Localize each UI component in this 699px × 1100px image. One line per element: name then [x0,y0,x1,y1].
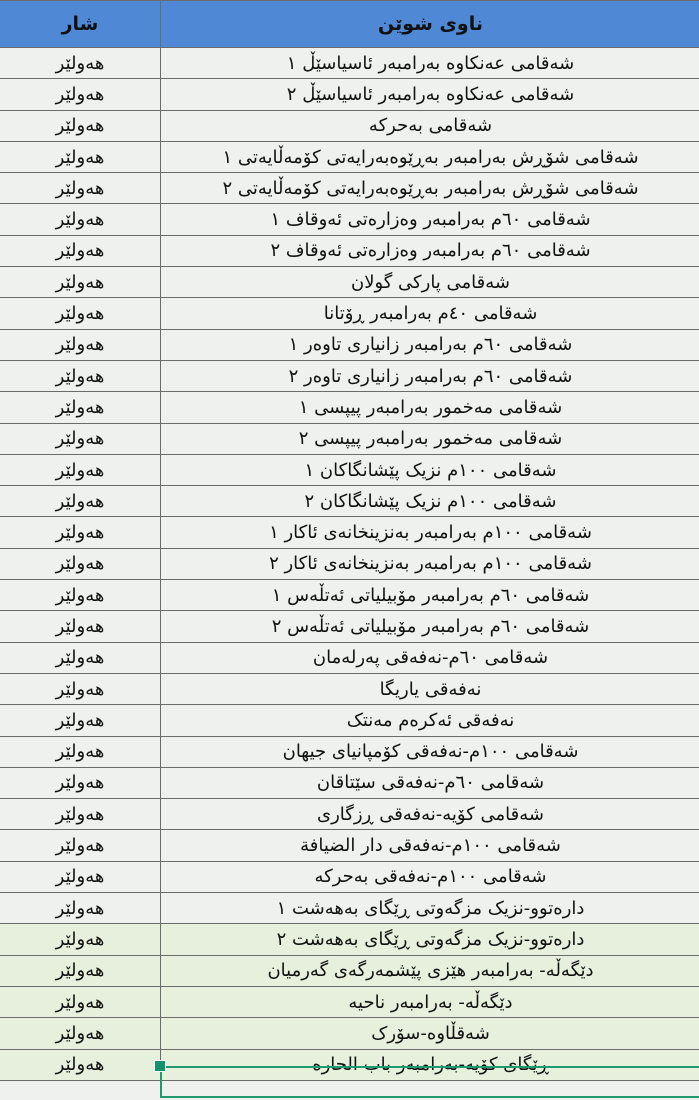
table-row [0,924,699,955]
place-cell[interactable]: نەفەقی ئەکرەم مەنتک [161,705,699,736]
table-row [0,235,699,266]
city-cell[interactable]: هەولێر [0,986,161,1017]
table-row [0,611,699,642]
place-cell[interactable]: شەقامی ٦٠م-نەفەقی پەرلەمان [161,642,699,673]
city-cell[interactable]: هەولێر [0,141,161,172]
table-row [0,360,699,391]
place-cell[interactable]: شەقامی ١٠٠م نزیک پێشانگاکان ١ [161,454,699,485]
place-cell[interactable]: شەقامی ١٠٠م-نەفەقی دار الضیافة [161,830,699,861]
place-cell[interactable]: شەقامی شۆڕش بەرامبەر بەڕێوەبەرایەتی کۆمەڵایەتی ٢ [161,173,699,204]
place-cell[interactable]: شەقامی ١٠٠م بەرامبەر بەنزینخانەی ئاکار ٢ [161,548,699,579]
place-cell[interactable]: شەقامی ٦٠م بەرامبەر وەزارەتی ئەوقاف ١ [161,204,699,235]
table-row [0,1018,699,1049]
city-cell[interactable]: هەولێر [0,235,161,266]
city-cell[interactable]: هەولێر [0,360,161,391]
table-row [0,329,699,360]
selection-fill-handle[interactable] [154,1060,166,1072]
place-cell[interactable]: شەقامی ١٠٠م-نەفەقی کۆمپانیای جیهان [161,736,699,767]
place-cell[interactable]: شەقامی ٦٠م بەرامبەر زانیاری تاوەر ١ [161,329,699,360]
place-cell[interactable]: شەقامی مەخمور بەرامبەر پیپسی ١ [161,392,699,423]
table-row [0,580,699,611]
city-cell[interactable]: هەولێر [0,454,161,485]
place-cell[interactable]: شەقڵاوە-سۆرک [161,1018,699,1049]
city-cell[interactable]: هەولێر [0,392,161,423]
city-cell[interactable]: هەولێر [0,611,161,642]
place-cell[interactable]: شەقامی ٦٠م بەرامبەر زانیاری تاوەر ٢ [161,360,699,391]
table-row [0,173,699,204]
place-cell[interactable]: شەقامی ٦٠م بەرامبەر مۆبیلیاتی ئەتڵەس ١ [161,580,699,611]
place-cell[interactable]: دارەتوو-نزیک مزگەوتی ڕێگای بەهەشت ١ [161,893,699,924]
place-cell[interactable]: نەفەقی یاریگا [161,673,699,704]
table-row [0,141,699,172]
place-cell[interactable]: شەقامی مەخمور بەرامبەر پیپسی ٢ [161,423,699,454]
table-row [0,673,699,704]
header-place[interactable]: ناوی شوێن [161,1,699,48]
place-cell[interactable]: شەقامی ١٠٠م بەرامبەر بەنزینخانەی ئاکار ١ [161,517,699,548]
place-cell[interactable]: دێگەڵە- بەرامبەر هێزی پێشمەرگەی گەرمیان [161,955,699,986]
table-row [0,486,699,517]
city-cell[interactable]: هەولێر [0,736,161,767]
table-row [0,298,699,329]
city-cell[interactable]: هەولێر [0,298,161,329]
city-cell[interactable]: هەولێر [0,517,161,548]
place-cell[interactable]: شەقامی بەحرکە [161,110,699,141]
place-cell[interactable]: دارەتوو-نزیک مزگەوتی ڕێگای بەهەشت ٢ [161,924,699,955]
city-cell[interactable]: هەولێر [0,955,161,986]
table-row [0,423,699,454]
table-row [0,861,699,892]
table-body [0,48,699,1081]
table-row [0,392,699,423]
city-cell[interactable]: هەولێر [0,267,161,298]
table-row [0,830,699,861]
table-row [0,548,699,579]
place-cell[interactable]: شەقامی شۆڕش بەرامبەر بەڕێوەبەرایەتی کۆمەڵایەتی ١ [161,141,699,172]
table-row [0,204,699,235]
table-row [0,955,699,986]
city-cell[interactable]: هەولێر [0,79,161,110]
city-cell[interactable]: هەولێر [0,423,161,454]
header-row [0,1,699,48]
city-cell[interactable]: هەولێر [0,110,161,141]
table-row [0,267,699,298]
city-cell[interactable]: هەولێر [0,48,161,79]
place-cell[interactable]: شەقامی ١٠٠م نزیک پێشانگاکان ٢ [161,486,699,517]
city-cell[interactable]: هەولێر [0,705,161,736]
table-row [0,1049,699,1080]
table-row [0,110,699,141]
place-cell[interactable]: شەقامی پارکی گولان [161,267,699,298]
table-row [0,517,699,548]
place-cell[interactable]: شەقامی ٦٠م بەرامبەر مۆبیلیاتی ئەتڵەس ٢ [161,611,699,642]
place-cell[interactable]: ڕێگای کۆیە-بەرامبەر باب الحارە [161,1049,699,1080]
table-row [0,736,699,767]
city-cell[interactable]: هەولێر [0,830,161,861]
place-cell[interactable]: شەقامی ١٠٠م-نەفەقی بەحرکە [161,861,699,892]
table-row [0,705,699,736]
place-cell[interactable]: شەقامی کۆیە-نەفەقی ڕزگاری [161,799,699,830]
city-cell[interactable]: هەولێر [0,673,161,704]
table-row [0,454,699,485]
place-cell[interactable]: شەقامی ٤٠م بەرامبەر ڕۆتانا [161,298,699,329]
place-cell[interactable]: شەقامی ٦٠م بەرامبەر وەزارەتی ئەوقاف ٢ [161,235,699,266]
city-cell[interactable]: هەولێر [0,173,161,204]
place-cell[interactable]: شەقامی عەنکاوە بەرامبەر ئاسیاسێڵ ٢ [161,79,699,110]
city-cell[interactable]: هەولێر [0,204,161,235]
city-cell[interactable]: هەولێر [0,329,161,360]
place-cell[interactable]: شەقامی ٦٠م-نەفەقی سێتاقان [161,767,699,798]
city-cell[interactable]: هەولێر [0,548,161,579]
table-row [0,986,699,1017]
table-row [0,48,699,79]
city-cell[interactable]: هەولێر [0,642,161,673]
city-cell[interactable]: هەولێر [0,767,161,798]
city-cell[interactable]: هەولێر [0,486,161,517]
city-cell[interactable]: هەولێر [0,580,161,611]
city-cell[interactable]: هەولێر [0,893,161,924]
city-cell[interactable]: هەولێر [0,799,161,830]
table-row [0,767,699,798]
city-cell[interactable]: هەولێر [0,861,161,892]
place-cell[interactable]: شەقامی عەنکاوە بەرامبەر ئاسیاسێڵ ١ [161,48,699,79]
place-cell[interactable]: دێگەڵە- بەرامبەر ناحیە [161,986,699,1017]
table-row [0,799,699,830]
city-cell[interactable]: هەولێر [0,1049,161,1080]
city-cell[interactable]: هەولێر [0,1018,161,1049]
header-city[interactable]: شار [0,1,161,48]
city-cell[interactable]: هەولێر [0,924,161,955]
table-row [0,893,699,924]
table-row [0,642,699,673]
table-row [0,79,699,110]
